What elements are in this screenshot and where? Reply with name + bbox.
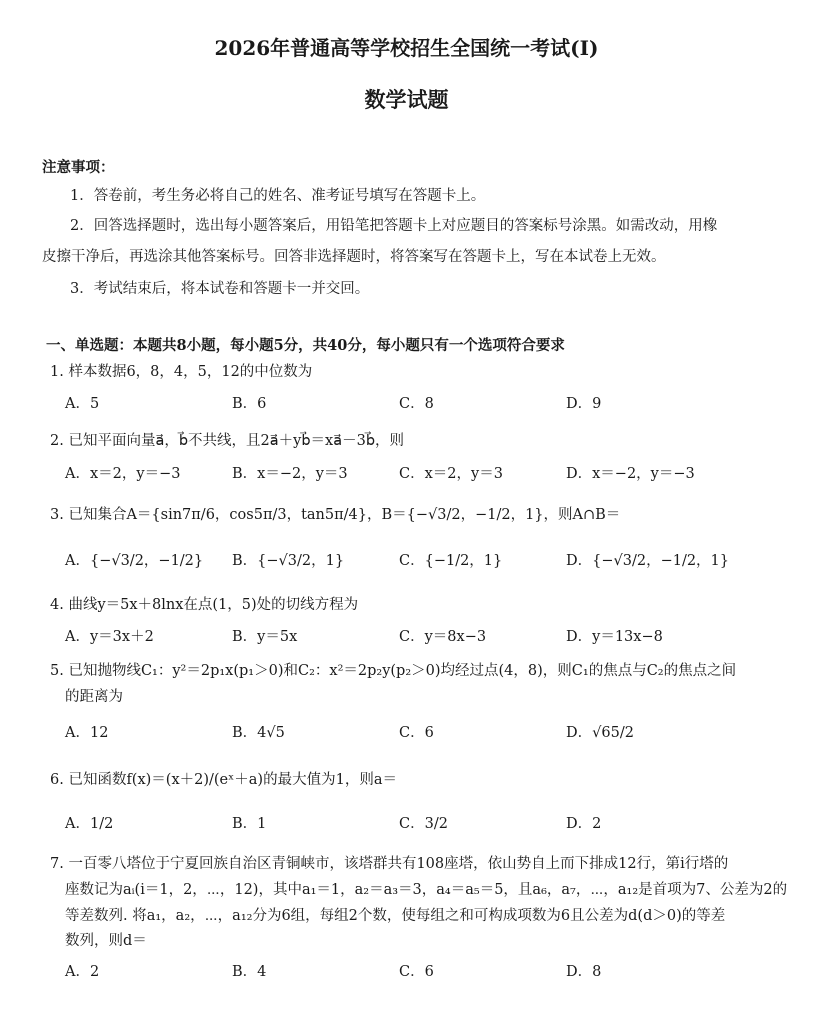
question-3-option-d[interactable]: D．{−√3/2，−1/2，1} (566, 553, 730, 569)
question-2-option-d[interactable]: D．x＝−2，y＝−3 (566, 466, 695, 482)
question-3-stem: 3. 已知集合A＝{sin7π/6，cos5π/3，tan5π/4}，B＝{−√3/2，−1/2，1}，则A∩B＝ (50, 507, 621, 523)
question-6-option-a[interactable]: A．1/2 (65, 816, 114, 832)
question-3-option-b[interactable]: B．{−√3/2，1} (232, 553, 345, 569)
question-5-option-a[interactable]: A．12 (65, 725, 109, 741)
question-2-stem: 2. 已知平面向量a⃗，b⃗不共线，且2a⃗＋yb⃗＝xa⃗－3b⃗，则 (50, 433, 405, 449)
question-4-option-d[interactable]: D．y＝13x−8 (566, 629, 663, 645)
question-3-option-c[interactable]: C．{−1/2，1} (399, 553, 503, 569)
notice-item-1: 1．答卷前，考生务必将自己的姓名、准考证号填写在答题卡上。 (70, 188, 486, 204)
notice-item-2b: 皮擦干净后，再选涂其他答案标号。回答非选择题时，将答案写在答题卡上，写在本试卷上无效。 (42, 249, 666, 265)
question-2-option-a[interactable]: A．x＝2，y＝−3 (65, 466, 181, 482)
question-6-stem: 6. 已知函数f(x)＝(x＋2)/(eˣ＋a)的最大值为1，则a＝ (50, 772, 397, 788)
question-4-option-c[interactable]: C．y＝8x−3 (399, 629, 487, 645)
question-4-option-a[interactable]: A．y＝3x＋2 (65, 629, 154, 645)
question-5-option-d[interactable]: D．√65/2 (566, 725, 634, 741)
question-7-stem-line4: 数列，则d＝ (65, 933, 147, 949)
question-7-stem-line1: 7. 一百零八塔位于宁夏回族自治区青铜峡市，该塔群共有108座塔，依山势自上而下排成12行，第i行塔的 (50, 856, 729, 872)
question-7-stem-line3: 等差数列. 将a₁，a₂，⋯，a₁₂分为6组，每组2个数，使每组之和可构成项数为6且公差为d(d＞0)的等差 (65, 908, 726, 924)
question-2-option-c[interactable]: C．x＝2，y＝3 (399, 466, 503, 482)
section-heading: 一、单选题：本题共8小题，每小题5分，共40分，每小题只有一个选项符合要求 (46, 337, 565, 354)
question-5-stem-line2: 的距离为 (65, 689, 123, 705)
question-6-option-d[interactable]: D．2 (566, 816, 602, 832)
question-1-option-b[interactable]: B．6 (232, 396, 267, 412)
question-4-option-b[interactable]: B．y＝5x (232, 629, 298, 645)
exam-subtitle: 数学试题 (364, 87, 449, 112)
question-6-option-b[interactable]: B．1 (232, 816, 267, 832)
question-4-stem: 4. 曲线y＝5x＋8lnx在点(1，5)处的切线方程为 (50, 597, 359, 613)
question-7-option-b[interactable]: B．4 (232, 964, 267, 980)
question-7-option-c[interactable]: C．6 (399, 964, 434, 980)
question-5-option-b[interactable]: B．4√5 (232, 725, 285, 741)
notice-heading: 注意事项： (42, 159, 115, 176)
question-5-option-c[interactable]: C．6 (399, 725, 434, 741)
question-2-option-b[interactable]: B．x＝−2，y＝3 (232, 466, 348, 482)
question-7-option-d[interactable]: D．8 (566, 964, 602, 980)
question-1-option-a[interactable]: A．5 (65, 396, 100, 412)
question-1-option-c[interactable]: C．8 (399, 396, 434, 412)
notice-item-3: 3．考试结束后，将本试卷和答题卡一并交回。 (70, 281, 370, 297)
exam-title: 2026年普通高等学校招生全国统一考试(I) (214, 36, 599, 60)
question-7-option-a[interactable]: A．2 (65, 964, 100, 980)
question-7-stem-line2: 座数记为aᵢ(i＝1，2，⋯，12)，其中a₁＝1，a₂＝a₃＝3，a₄＝a₅＝5，且a₆，a₇，⋯，a₁₂是首项为7、公差为2的 (65, 882, 788, 898)
question-1-option-d[interactable]: D．9 (566, 396, 602, 412)
question-1-stem: 1. 样本数据6，8，4，5，12的中位数为 (50, 364, 313, 380)
question-6-option-c[interactable]: C．3/2 (399, 816, 448, 832)
question-5-stem-line1: 5. 已知抛物线C₁：y²＝2p₁x(p₁＞0)和C₂：x²＝2p₂y(p₂＞0)均经过点(4，8)，则C₁的焦点与C₂的焦点之间 (50, 663, 737, 679)
question-3-option-a[interactable]: A．{−√3/2，−1/2} (65, 553, 204, 569)
notice-item-2a: 2．回答选择题时，选出每小题答案后，用铅笔把答题卡上对应题目的答案标号涂黑。如需改动，用橡 (70, 218, 718, 234)
